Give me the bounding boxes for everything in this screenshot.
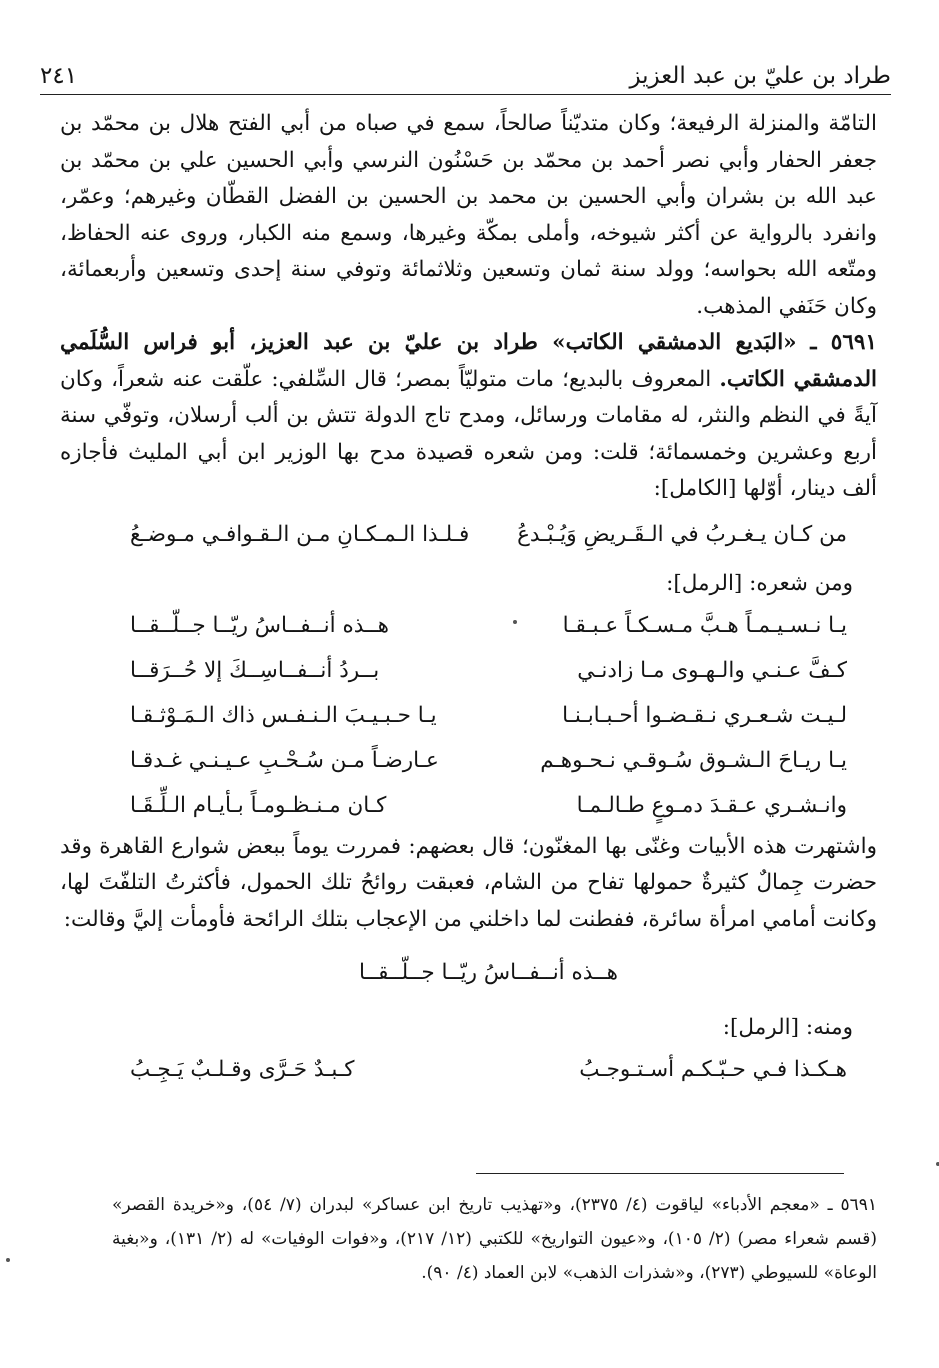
- header-rule: [40, 94, 891, 95]
- main-text: [60, 106, 877, 1093]
- verse-first-hemistich: يـا ريـاحَ الـشـوق سُـوقـي نـحـوهـم: [540, 747, 847, 773]
- verse-first-hemistich: لـيـت شـعـري نـقـضـوا أحـبـابـنـا: [562, 702, 847, 728]
- page-number: ٢٤١: [40, 63, 78, 89]
- footnote: ٥٦٩١ ـ «معجم الأدباء» لياقوت (٤/ ٢٣٧٥)، و«تهذيب تاريخ ابن عساكر» لبدران (٧/ ٥٤)، و«خريدة القصر» (قسم شعراء مصر) (٢/ ١٠٥)، و«عيون التواريخ» للكتبي (١٢/ ٢١٧)، و«فوات الوفيات» له (٢/ ١٣١)، و«بغية الوعاة» للسيوطي (٢٧٣)، و«شذرات الذهب» لابن العماد (٤/ ٩٠).: [112, 1195, 878, 1283]
- verse-line: [60, 649, 877, 694]
- entry-5691: [60, 325, 877, 508]
- poem-ramal: [60, 604, 877, 829]
- verse-second-hemistich: كـبـدٌ حَـرَّى وقـلـبٌ يَـجِـبُ: [130, 1057, 355, 1083]
- entry-text: المعروف بالبديع؛ مات متوليّاً بمصر؛ قال السِّلفي: علّقت عنه شعراً، وكان آيةً في النظم والنثر، له مقامات ورسائل، ومدح تاج الدولة تتش بن ألب أرسلان، وتوفّي سنة أربع وعشرين وخمسمائة؛ قلت: ومن شعره قصيدة مدح بها الوزير ابن أبي المليث فأجازه ألف دينار، أوّلها [الكامل]:: [60, 366, 877, 501]
- running-title: طراد بن عليّ بن عبد العزيز: [629, 63, 891, 89]
- entry-heading: «البَديع الدمشقي الكاتب» طراد بن عليّ بن عبد العزيز، أبو فراس السُّلَمي الدمشقي الكاتب.: [60, 330, 877, 392]
- paragraph-anecdote: واشتهرت هذه الأبيات وغنّى بها المغنّون؛ قال بعضهم: فمررت يوماً ببعض شوارع القاهرة وقد حضرت جِمالٌ كثيرةٌ حمولها تفاح من الشام، فعبقت روائحُ تلك الحمول، فأكثرتُ التلفّتَ لها، وكانت أمامي امرأة سائرة، ففطنت لما داخلني من الإعجاب بتلك الرائحة فأومأت إليَّ وقالت:: [60, 833, 877, 932]
- verse-second-hemistich: فـلـذا الـمـكـانِ مـن الـقـوافـي مـوضـعُ: [130, 522, 470, 548]
- entry-number: ٥٦٩١ ـ: [810, 330, 877, 355]
- verse-final: [60, 1048, 877, 1093]
- page-header: [40, 44, 891, 88]
- poem-intro: ومن شعره: [الرمل]:: [666, 570, 853, 596]
- poem-intro-2: ومنه: [الرمل]:: [722, 1015, 853, 1040]
- verse-line: [60, 694, 877, 739]
- verse-first-hemistich: وانـشـري عـقـدَ دمـوعٍ طـالـمـا: [576, 792, 847, 818]
- verse-line: [60, 739, 877, 784]
- single-hemistich: هــذه أنــفــاسُ ريّــا جــلّــقــا: [359, 960, 618, 985]
- verse-second-hemistich: يـا حـبـيـبَ الـنـفـس ذاك الـمَـوْثـقـا: [130, 702, 437, 728]
- verse-first-hemistich: يـا نـسـيـمـاً هـبَّ مـسـكـاً عـبـقـا: [562, 612, 847, 638]
- verse-first-hemistich: كـفَّ عـنـي والـهـوى مـا زادنـي: [577, 657, 847, 683]
- verse-second-hemistich: كـان مـنـظـومـاً بـأيـام الـلِّـقَـا: [130, 792, 387, 818]
- verse-second-hemistich: عـارضـاً مـن سُـحْـبِ عـيـنـي غـدقـا: [130, 747, 439, 773]
- verse-line: [60, 604, 877, 649]
- verse-first-hemistich: هـكـذا فـي حـبّـكـم أسـتـوجـبُ: [579, 1057, 847, 1083]
- ink-speck: [513, 620, 517, 624]
- verse-first-hemistich: من كـان يـغـربُ في الـقَـريضِ وَيُـبْـدعُ: [517, 522, 847, 548]
- verse-kamil: [60, 508, 877, 564]
- ink-speck: [6, 1258, 10, 1262]
- footnote-rule: [476, 1173, 844, 1174]
- verse-line: [60, 784, 877, 829]
- verse-second-hemistich: هــذه أنــفــاسُ ريّــا جــلّــقــا: [130, 612, 389, 638]
- paragraph-continuation: التامّة والمنزلة الرفيعة؛ وكان متديّناً صالحاً، سمع في صباه من أبي الفتح هلال بن محمّد بن جعفر الحفار وأبي نصر أحمد بن محمّد بن حَسْنُون النرسي وأبي الحسين علي بن محمّد بن عبد الله بن بشران وأبي الحسين بن محمد بن الحسين بن الفضل القطّان وغيرهم؛ وعمّر، وانفرد بالرواية عن أكثر شيوخه، وأملى بمكّة وغيرها، وسمع منه الكبار، وروى عنه الحفاظ، ومتّعه الله بحواسه؛ وولد سنة ثمان وتسعين وثلاثمائة وتوفي سنة إحدى وتسعين وأربعمائة، وكان حَنَفي المذهب.: [60, 111, 877, 319]
- verse-second-hemistich: بــردُ أنــفــاسِــكَ إلا حُــرَقــا: [130, 657, 380, 683]
